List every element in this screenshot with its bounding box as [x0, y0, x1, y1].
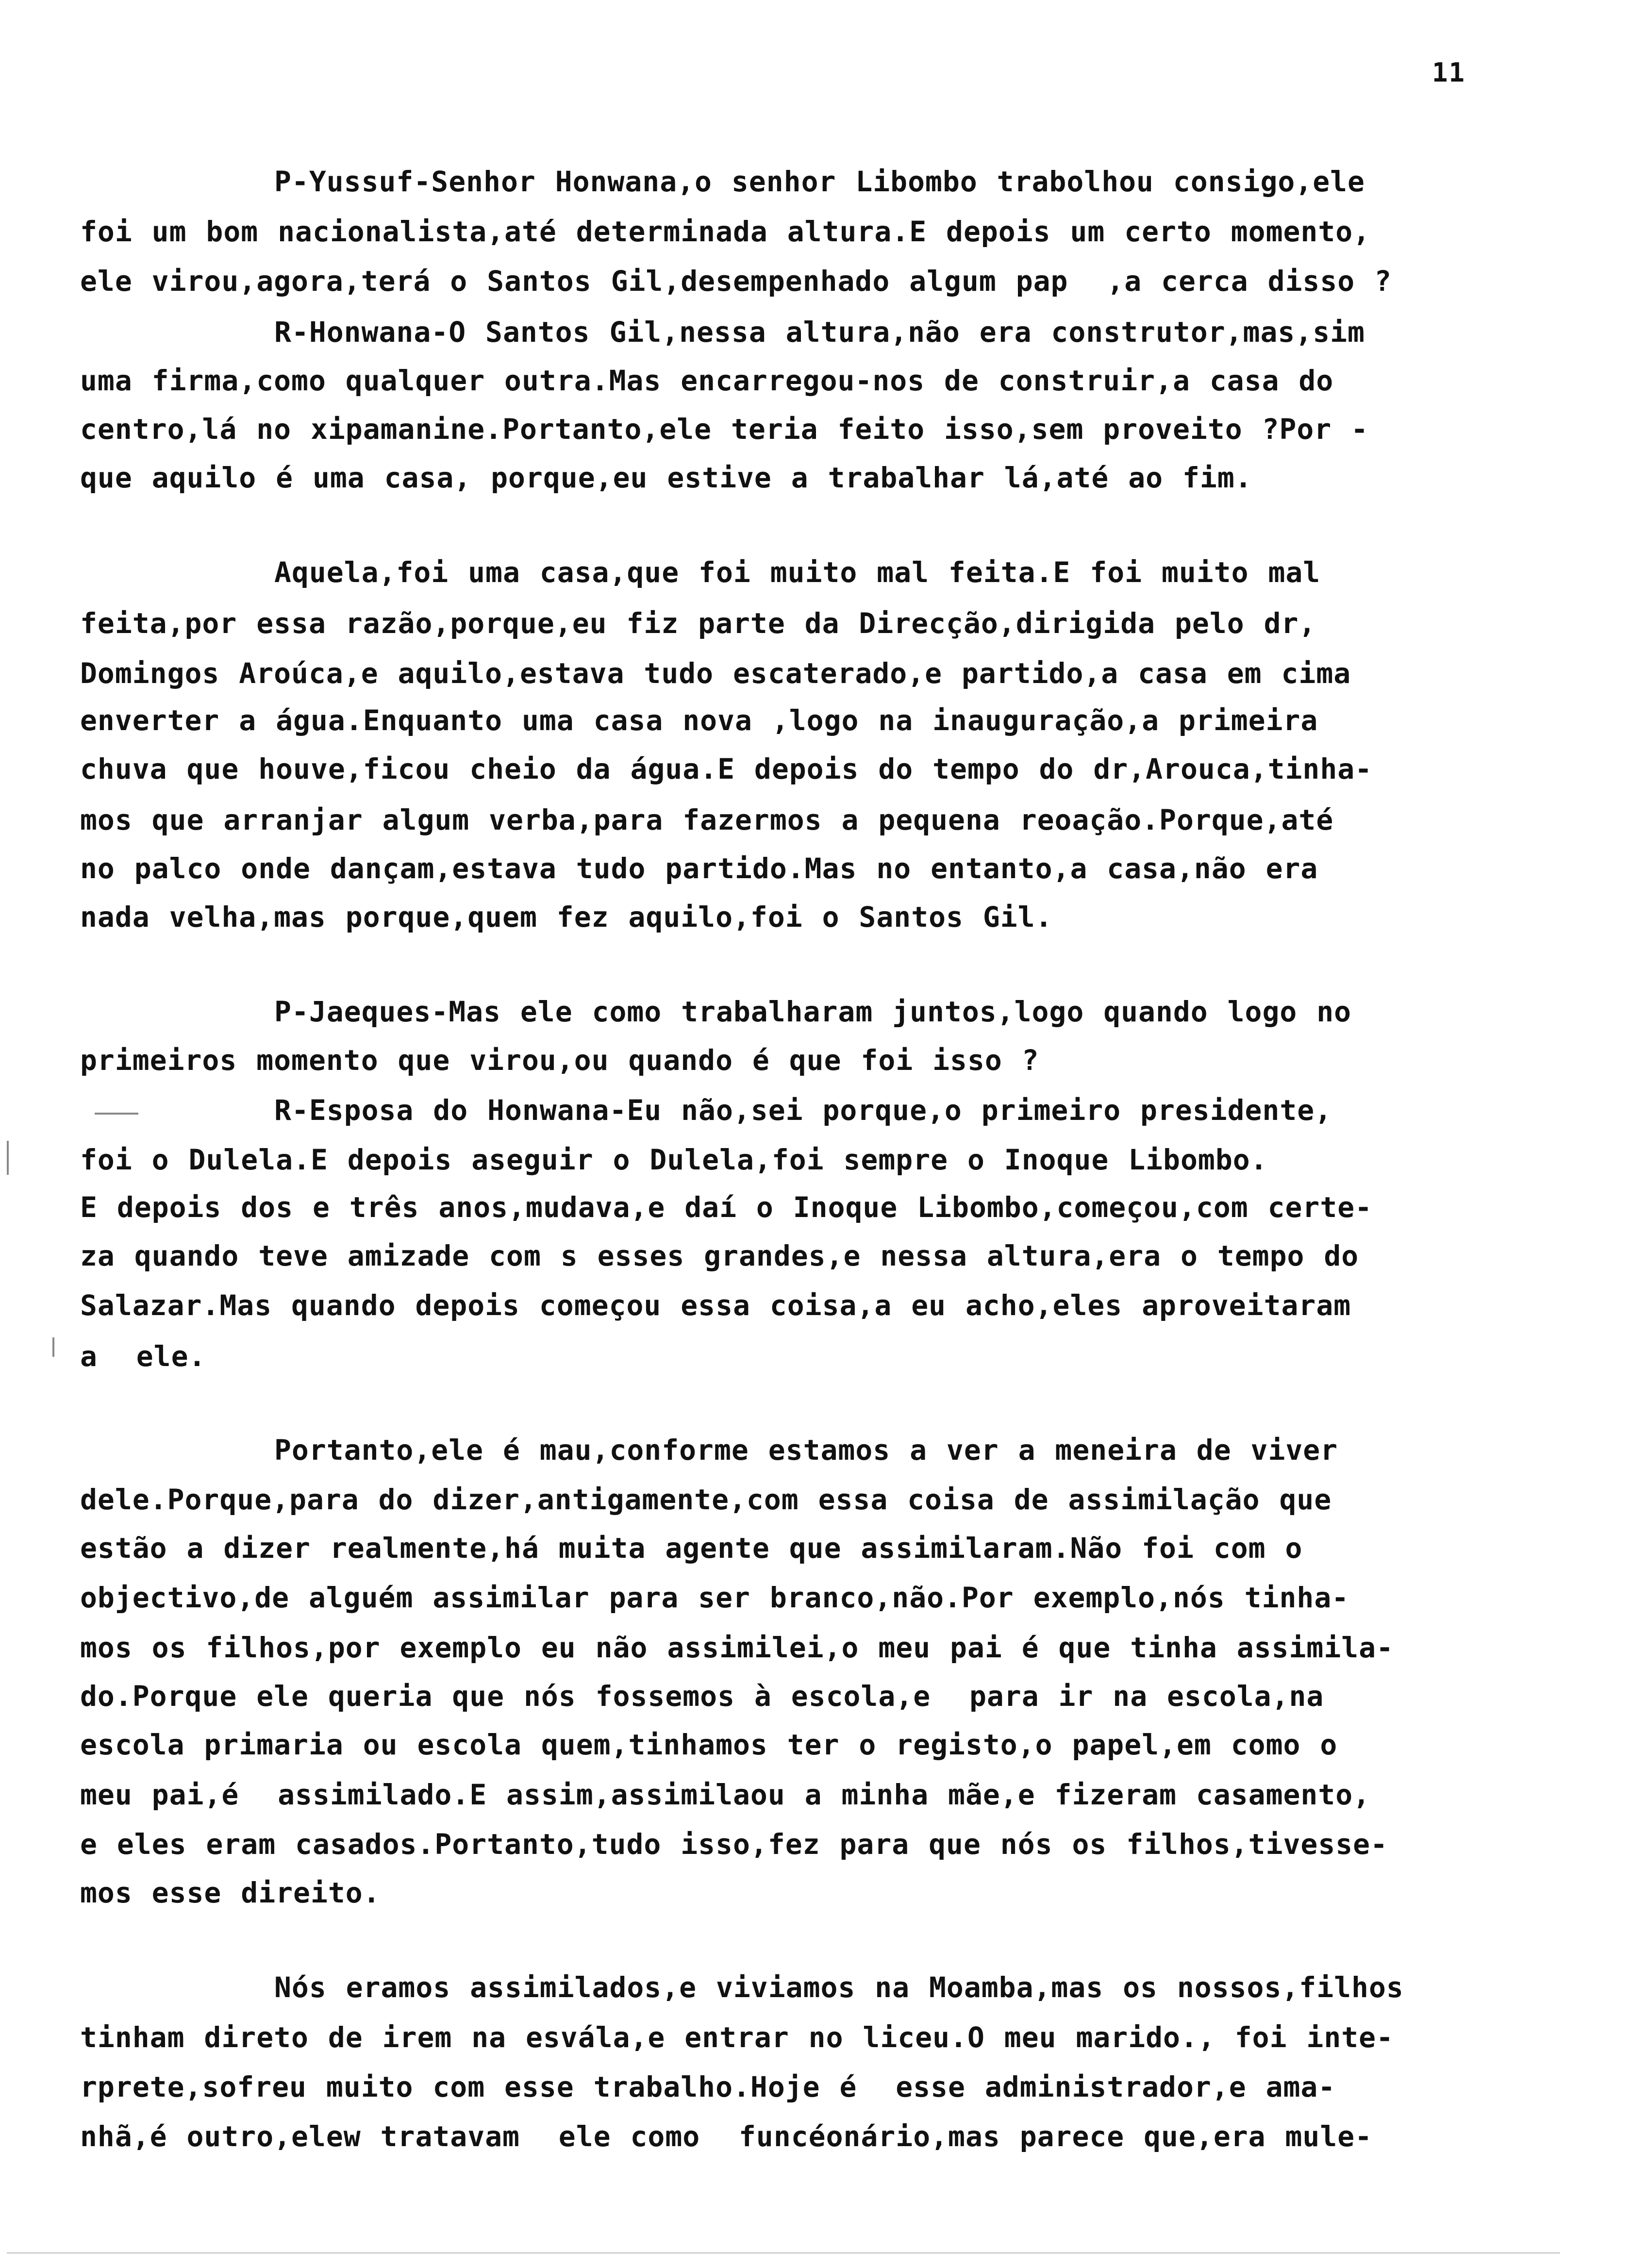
text-line: uma firma,como qualquer outra.Mas encarregou-nos de construir,a casa do — [80, 364, 1334, 397]
text-line: za quando teve amizade com s esses grandes,e nessa altura,era o tempo do — [80, 1239, 1359, 1272]
text-line: centro,lá no xipamanine.Portanto,ele teria feito isso,sem proveito ?Por - — [80, 413, 1369, 446]
text-line: P-Jaeques-Mas ele como trabalharam juntos,logo quando logo no — [274, 995, 1352, 1028]
text-line: foi o Dulela.E depois aseguir o Dulela,foi sempre o Inoque Libombo. — [80, 1143, 1268, 1176]
text-line: estão a dizer realmente,há muita agente que assimilaram.Não foi com o — [80, 1532, 1303, 1565]
text-line: enverter a água.Enquanto uma casa nova ,logo na inauguração,a primeira — [80, 704, 1318, 737]
text-line: mos esse direito. — [80, 1876, 381, 1909]
text-line: P-Yussuf-Senhor Honwana,o senhor Libombo trabolhou consigo,ele — [274, 165, 1365, 198]
text-line: ele virou,agora,terá o Santos Gil,desempenhado algum pap ,a cerca disso ? — [80, 265, 1392, 298]
text-line: R-Esposa do Honwana-Eu não,sei porque,o primeiro presidente, — [274, 1094, 1332, 1127]
text-line: E depois dos e três anos,mudava,e daí o Inoque Libombo,começou,com certe- — [80, 1191, 1373, 1224]
text-line: R-Honwana-O Santos Gil,nessa altura,não era construtor,mas,sim — [274, 316, 1365, 349]
text-line: que aquilo é uma casa, porque,eu estive a trabalhar lá,até ao fim. — [80, 461, 1252, 494]
text-line: e eles eram casados.Portanto,tudo isso,fez para que nós os filhos,tivesse- — [80, 1828, 1388, 1861]
text-line: mos que arranjar algum verba,para fazermos a pequena reoação.Porque,até — [80, 803, 1334, 836]
text-line: feita,por essa razão,porque,eu fiz parte da Direcção,dirigida pelo dr, — [80, 607, 1316, 640]
text-line: Salazar.Mas quando depois começou essa coisa,a eu acho,eles aproveitaram — [80, 1289, 1351, 1322]
page-number: 11 — [1432, 57, 1466, 88]
text-line: foi um bom nacionalista,até determinada altura.E depois um certo momento, — [80, 215, 1371, 248]
text-line: tinham direto de irem na esvála,e entrar no liceu.O meu marido., foi inte- — [80, 2021, 1394, 2054]
text-line: meu pai,é assimilado.E assim,assimilaou a minha mãe,e fizeram casamento, — [80, 1778, 1371, 1811]
text-line: Domingos Aroúca,e aquilo,estava tudo escaterado,e partido,a casa em cima — [80, 657, 1351, 690]
text-line: rprete,sofreu muito com esse trabalho.Hoje é esse administrador,e ama- — [80, 2070, 1336, 2103]
scan-mark — [95, 1113, 138, 1115]
text-line: dele.Porque,para do dizer,antigamente,com essa coisa de assimilação que — [80, 1483, 1332, 1516]
text-line: Portanto,ele é mau,conforme estamos a ver a meneira de viver — [274, 1434, 1338, 1467]
text-line: escola primaria ou escola quem,tinhamos ter o registo,o papel,em como o — [80, 1728, 1338, 1761]
text-line: no palco onde dançam,estava tudo partido.Mas no entanto,a casa,não era — [80, 852, 1318, 885]
text-line: nada velha,mas porque,quem fez aquilo,foi o Santos Gil. — [80, 901, 1053, 934]
text-line: Aquela,foi uma casa,que foi muito mal feita.E foi muito mal — [274, 556, 1321, 589]
text-line: mos os filhos,por exemplo eu não assimilei,o meu pai é que tinha assimila- — [80, 1631, 1394, 1664]
text-line: primeiros momento que virou,ou quando é que foi isso ? — [80, 1044, 1039, 1077]
text-line: objectivo,de alguém assimilar para ser branco,não.Por exemplo,nós tinha- — [80, 1581, 1349, 1614]
text-line: do.Porque ele queria que nós fossemos à escola,e para ir na escola,na — [80, 1680, 1324, 1713]
text-line: a ele. — [80, 1340, 206, 1373]
text-line: chuva que houve,ficou cheio da água.E depois do tempo do dr,Arouca,tinha- — [80, 752, 1373, 785]
scan-mark — [7, 1141, 9, 1175]
text-line: nhã,é outro,elew tratavam ele como funcéonário,mas parece que,era mule- — [80, 2120, 1373, 2153]
text-line: Nós eramos assimilados,e viviamos na Moamba,mas os nossos,filhos — [274, 1971, 1404, 2004]
scan-edge-line — [7, 2252, 1560, 2253]
scan-mark — [52, 1337, 54, 1357]
